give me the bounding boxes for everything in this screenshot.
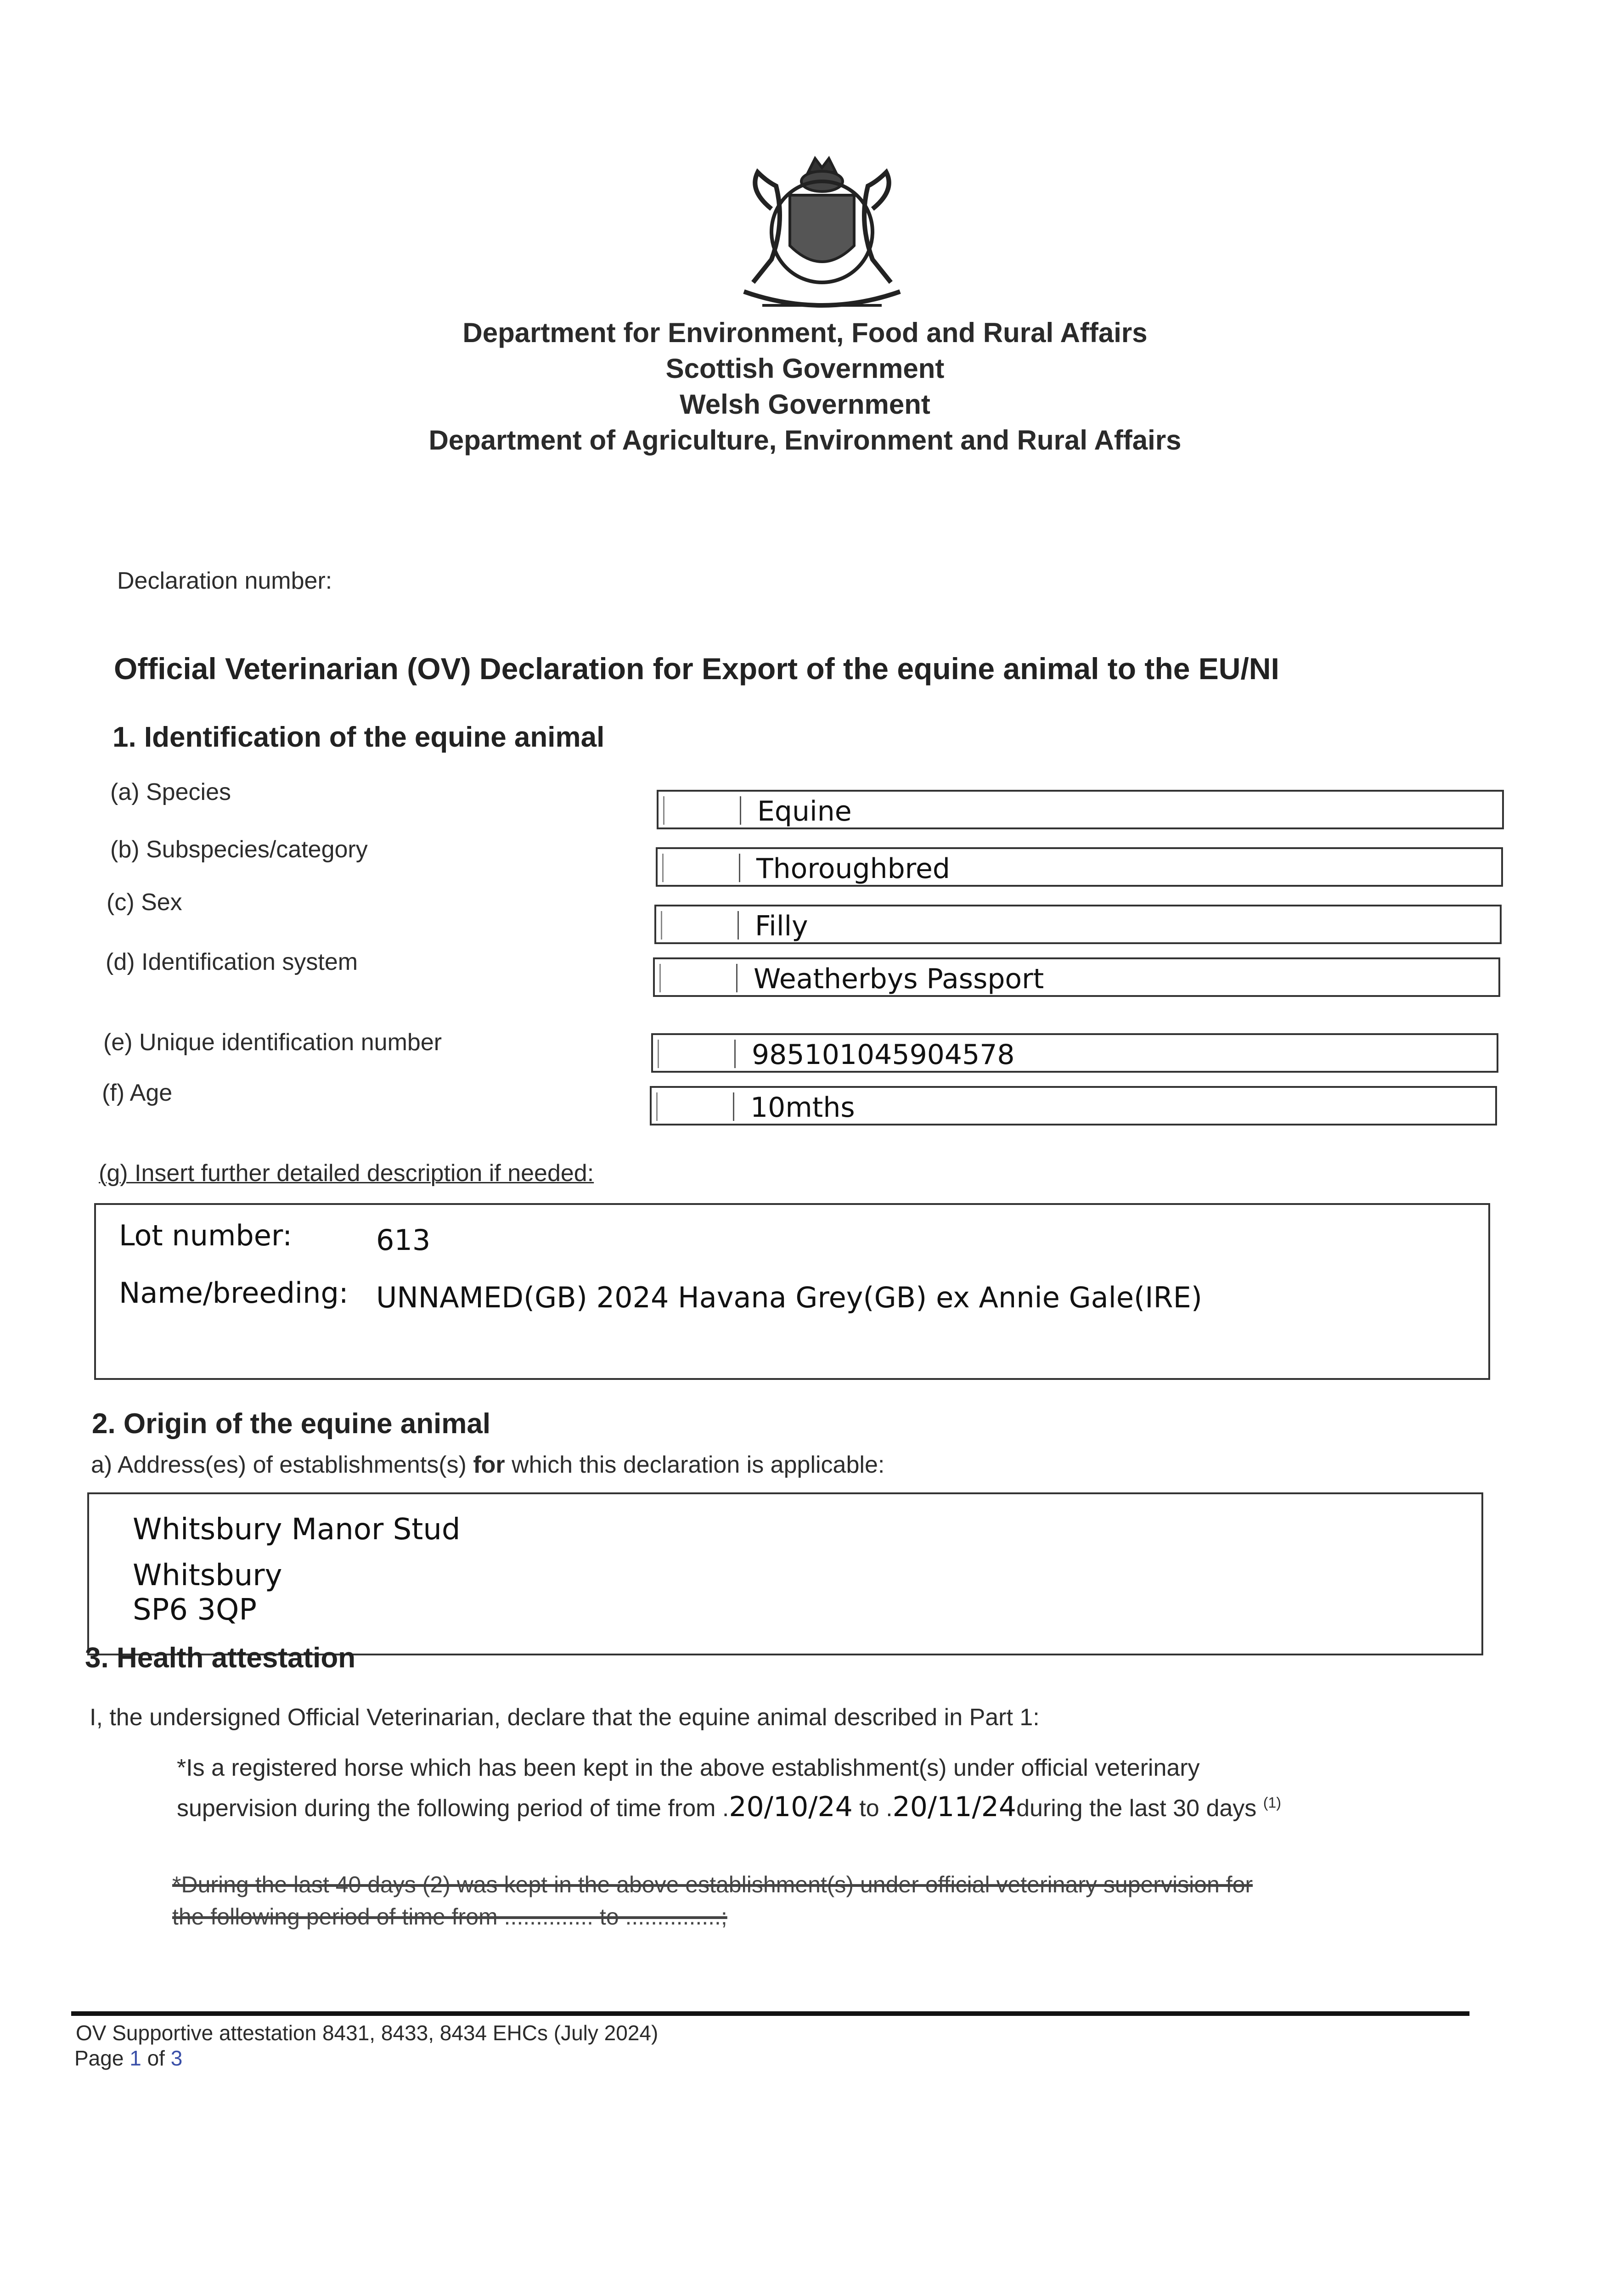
- age-label: (f) Age: [102, 1080, 173, 1106]
- address-box: [87, 1492, 1483, 1655]
- department-daera: Department of Agriculture, Environment and Rural Affairs: [428, 425, 1182, 456]
- royal-coat-of-arms-icon: [716, 154, 928, 319]
- department-defra: Department for Environment, Food and Rural Affairs: [462, 317, 1148, 348]
- address-line-2: Whitsbury: [133, 1559, 282, 1593]
- document-title: Official Veterinarian (OV) Declaration for Export of the equine animal to the EU/NI: [114, 652, 1279, 686]
- lot-number-value: 613: [376, 1223, 431, 1257]
- name-breeding-value: UNNAMED(GB) 2024 Havana Grey(GB) ex Annie Gale(IRE): [376, 1281, 1202, 1314]
- further-description-box: [94, 1203, 1490, 1380]
- identification-system-value: Weatherbys Passport: [754, 963, 1044, 995]
- department-welsh-government: Welsh Government: [680, 389, 930, 420]
- subspecies-field: [656, 847, 1503, 887]
- unique-id-field: [651, 1033, 1498, 1073]
- date-from: 20/10/24: [729, 1791, 853, 1823]
- attestation-intro: I, the undersigned Official Veterinarian, declare that the equine animal described in Part 1:: [90, 1704, 1040, 1731]
- identification-system-field: [653, 957, 1500, 997]
- declaration-number-label: Declaration number:: [117, 568, 332, 594]
- footer-attestation-ref: OV Supportive attestation 8431, 8433, 8434 EHCs (July 2024): [76, 2021, 659, 2045]
- address-line-1: Whitsbury Manor Stud: [133, 1513, 461, 1547]
- species-field: [657, 790, 1504, 829]
- unique-id-value: 985101045904578: [752, 1039, 1015, 1071]
- struck-line-2: the following period of time from .............. to ...............;: [172, 1904, 727, 1930]
- department-scottish-government: Scottish Government: [665, 353, 945, 384]
- footer-page-number: Page 1 of 3: [74, 2046, 183, 2070]
- section3-heading: 3. Health attestation: [85, 1642, 356, 1674]
- subspecies-value: Thoroughbred: [756, 853, 951, 885]
- age-value: 10mths: [750, 1092, 855, 1124]
- species-value: Equine: [757, 795, 852, 827]
- address-label: a) Address(es) of establishments(s) for which this declaration is applicable:: [91, 1452, 885, 1478]
- age-field: [650, 1086, 1497, 1125]
- sex-label: (c) Sex: [107, 889, 182, 916]
- sex-field: [654, 905, 1502, 944]
- lot-number-label: Lot number:: [119, 1219, 293, 1252]
- date-to: 20/11/24: [892, 1791, 1017, 1823]
- species-label: (a) Species: [110, 779, 231, 805]
- section2-heading: 2. Origin of the equine animal: [92, 1408, 491, 1440]
- subspecies-label: (b) Subspecies/category: [110, 836, 368, 863]
- footnote-1: (1): [1263, 1794, 1281, 1811]
- struck-line-1: *During the last 40 days (2) was kept in the above establishment(s) under official veterinary supervision for: [172, 1872, 1253, 1897]
- section1-heading: 1. Identification of the equine animal: [113, 721, 605, 753]
- attestation-paragraph-line2: supervision during the following period of time from .20/10/24 to .20/11/24during the last 30 days $^{(1)}$: [177, 1791, 1281, 1823]
- name-breeding-label: Name/breeding:: [119, 1276, 349, 1310]
- further-description-label: (g) Insert further detailed description if needed:: [99, 1160, 594, 1187]
- attestation-paragraph-line1: *Is a registered horse which has been kept in the above establishment(s) under official veterinary: [177, 1755, 1200, 1781]
- sex-value: Filly: [755, 910, 808, 942]
- unique-id-label: (e) Unique identification number: [103, 1029, 442, 1056]
- identification-system-label: (d) Identification system: [106, 949, 358, 975]
- address-line-3: SP6 3QP: [133, 1593, 257, 1627]
- footer-rule: [71, 2011, 1469, 2016]
